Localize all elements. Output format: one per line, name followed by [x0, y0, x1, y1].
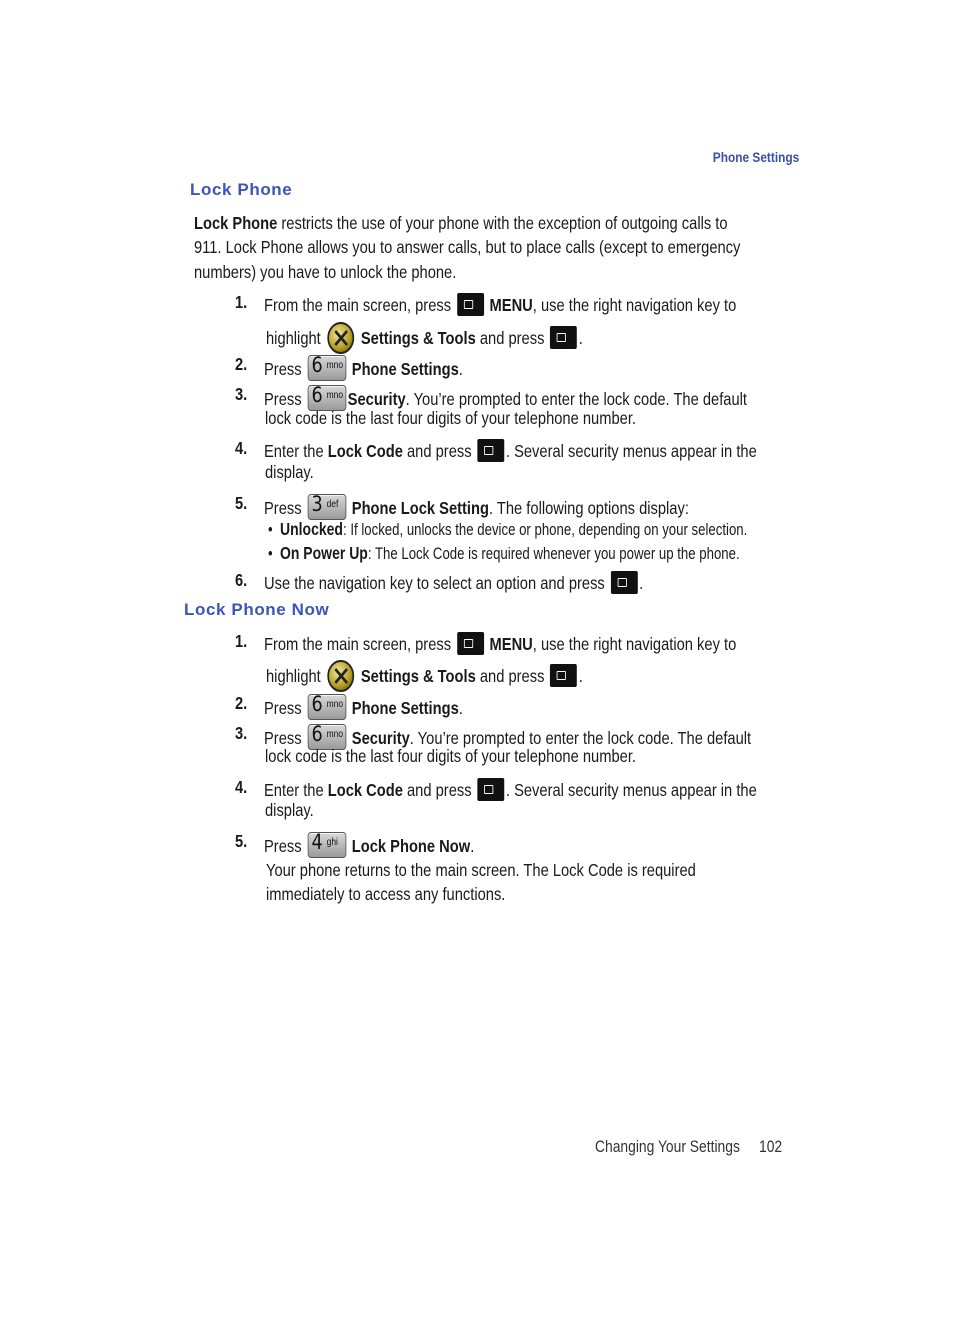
key-6-icon: 6 mno: [307, 694, 346, 720]
ok-key-icon: [477, 439, 504, 462]
ok-key-icon: [550, 664, 577, 687]
bullet-on-power-up: • On Power Up: The Lock Code is required whenever you power up the phone.: [268, 543, 740, 563]
step-number: 4.: [235, 777, 248, 797]
page-number: 102: [759, 1138, 783, 1156]
step-4-line-1: Enter the Lock Code and press . Several security menus appear in the: [264, 441, 757, 461]
key-3-icon: 3 def: [307, 494, 346, 520]
running-header: Phone Settings: [712, 150, 799, 165]
key-6-icon: 6 mno: [307, 355, 346, 381]
step-number: 5.: [235, 831, 248, 851]
step-number: 1.: [235, 292, 248, 312]
now-step-4-line-1: Enter the Lock Code and press . Several security menus appear in the: [264, 780, 757, 800]
section-title-lock-phone-now: Lock Phone Now: [184, 600, 330, 619]
intro-line-2: 911. Lock Phone allows you to answer calls, but to place calls (except to emergency: [194, 237, 741, 257]
step-number: 3.: [235, 384, 248, 404]
after-text-line-1: Your phone returns to the main screen. The Lock Code is required: [266, 860, 696, 880]
step-6-line: Use the navigation key to select an option and press .: [264, 573, 644, 593]
step-number: 5.: [235, 493, 248, 513]
footer-chapter: Changing Your Settings: [595, 1138, 740, 1156]
ok-key-icon: [477, 778, 504, 801]
intro-line-1: Lock Phone restricts the use of your phone with the exception of outgoing calls to: [194, 213, 728, 233]
step-1-line-2: highlight Settings & Tools and press .: [266, 322, 583, 354]
settings-tools-icon: [327, 660, 354, 692]
key-6-icon: 6 mno: [307, 385, 346, 411]
ok-key-icon: [611, 571, 638, 594]
step-number: 2.: [235, 693, 248, 713]
now-step-5-line: Press 4 ghi Lock Phone Now.: [264, 830, 475, 856]
now-step-1-line-2: highlight Settings & Tools and press .: [266, 660, 583, 692]
step-2-line: Press 6 mno Phone Settings.: [264, 353, 463, 379]
step-number: 1.: [235, 631, 248, 651]
step-number: 6.: [235, 570, 248, 590]
left-softkey-icon: [457, 293, 484, 316]
step-number: 2.: [235, 354, 248, 374]
now-step-1-line-1: From the main screen, press MENU, use the right navigation key to: [264, 634, 737, 654]
step-3-line-2: lock code is the last four digits of your telephone number.: [265, 408, 636, 428]
step-4-line-2: display.: [265, 462, 314, 482]
section-title-lock-phone: Lock Phone: [190, 180, 293, 199]
intro-line-3: numbers) you have to unlock the phone.: [194, 262, 457, 282]
step-number: 3.: [235, 723, 248, 743]
now-step-3-line-1: Press 6 mno Security. You’re prompted to enter the lock code. The default: [264, 722, 752, 748]
step-3-line-1: Press 6 mno Security. You’re prompted to enter the lock code. The default: [264, 383, 748, 409]
now-step-3-line-2: lock code is the last four digits of your telephone number.: [265, 746, 636, 766]
ok-key-icon: [550, 326, 577, 349]
settings-tools-icon: [327, 322, 354, 354]
key-6-icon: 6 mno: [307, 724, 346, 750]
key-4-icon: 4 ghi: [307, 832, 346, 858]
step-5-line: Press 3 def Phone Lock Setting. The following options display:: [264, 492, 689, 518]
left-softkey-icon: [457, 632, 484, 655]
now-step-2-line: Press 6 mno Phone Settings.: [264, 692, 463, 718]
now-step-4-line-2: display.: [265, 800, 314, 820]
step-1-line-1: From the main screen, press MENU, use the right navigation key to: [264, 295, 737, 315]
step-number: 4.: [235, 438, 248, 458]
after-text-line-2: immediately to access any functions.: [266, 884, 506, 904]
bullet-unlocked: • Unlocked: If locked, unlocks the device or phone, depending on your selection.: [268, 519, 748, 539]
